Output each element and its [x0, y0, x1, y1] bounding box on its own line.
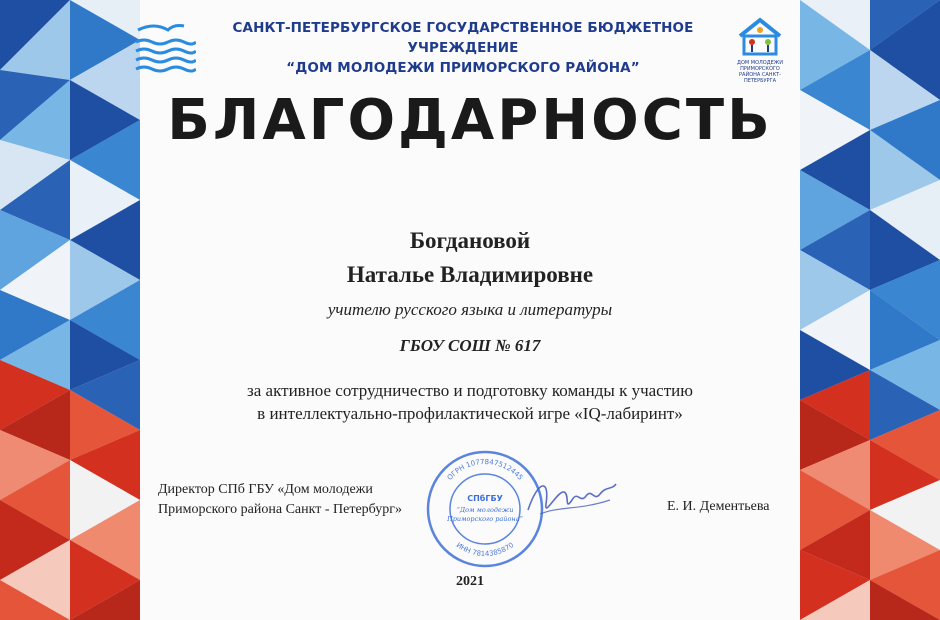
stamp-center-line2: “Дом молодежи	[456, 506, 514, 514]
organization-name-line2: “ДОМ МОЛОДЕЖИ ПРИМОРСКОГО РАЙОНА”	[286, 60, 640, 76]
stamp-bottom-text: ИНН 7814385870	[454, 541, 516, 559]
recipient-name: Наталье Владимировне	[346, 262, 594, 287]
stamp-center-line1: СПбГБУ	[467, 494, 503, 503]
reason-line1: за активное сотрудничество и подготовку команды к участию	[247, 381, 693, 400]
recipient-position: учителю русского языка и литературы	[327, 300, 613, 319]
signer-name: Е. И. Дементьева	[667, 499, 770, 514]
organization-name	[198, 18, 728, 78]
recipient-school: ГБОУ СОШ № 617	[399, 336, 541, 355]
waves-logo-icon	[134, 20, 196, 74]
reason-line2: в интеллектуально-профилактической игре «IQ-лабиринт»	[257, 404, 683, 423]
certificate-title: БЛАГОДАРНОСТЬ	[167, 88, 773, 153]
stamp-center-line3: Приморского района”	[447, 515, 523, 523]
recipient-surname: Богдановой	[409, 228, 531, 253]
director-title-line2: Приморского района Санкт - Петербург»	[158, 502, 403, 517]
stamp-top-text: ОГРН 1077847512445	[445, 457, 525, 482]
left-decorative-border	[0, 0, 140, 620]
certificate-year: 2021	[456, 574, 484, 589]
handwritten-signature-icon	[520, 470, 620, 530]
svg-text:ОГРН 1077847512445	[446, 458, 525, 482]
organization-name-line1: САНКТ-ПЕТЕРБУРГСКОЕ ГОСУДАРСТВЕННОЕ БЮДЖЕТНОЕ УЧРЕЖДЕНИЕ	[232, 20, 694, 56]
director-title-line1: Директор СПб ГБУ «Дом молодежи	[158, 482, 373, 497]
youth-house-logo-caption: ДОМ МОЛОДЕЖИ ПРИМОРСКОГО РАЙОНА САНКТ-ПЕТЕРБУРГА	[737, 60, 783, 84]
director-title	[158, 480, 458, 520]
right-decorative-border	[800, 0, 940, 620]
